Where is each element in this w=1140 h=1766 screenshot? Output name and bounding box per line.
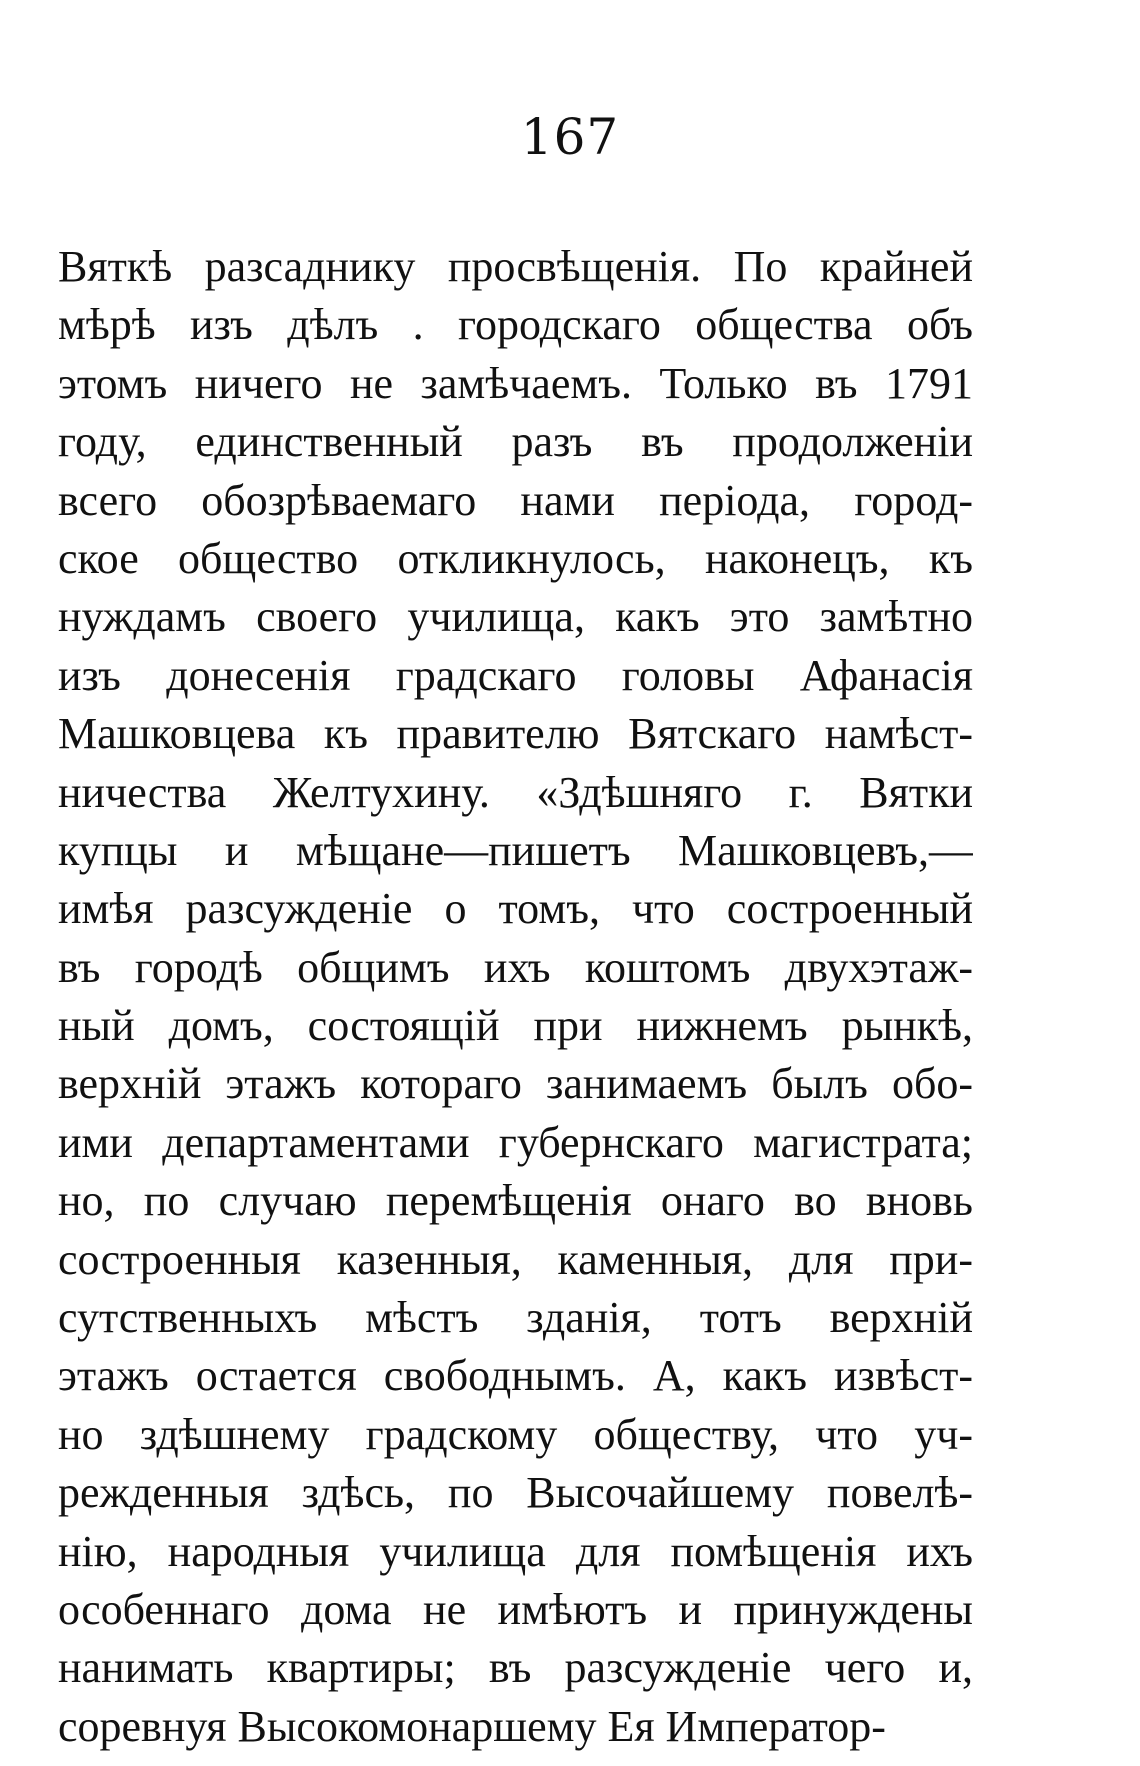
text-line: ими департаментами губернскаго магистрата; [58, 1117, 973, 1167]
text-line: году, единственный разъ въ продолженіи [58, 417, 973, 467]
text-line: состроенныя казенныя, каменныя, для при- [58, 1234, 973, 1284]
text-line: нію, народныя училища для помѣщенія ихъ [58, 1526, 973, 1576]
text-line: нуждамъ своего училища, какъ это замѣтно [58, 592, 973, 642]
text-line: ничества Желтухину. «Здѣшняго г. Вятки [58, 767, 973, 817]
body-text [58, 238, 973, 1756]
text-line: Машковцева къ правителю Вятскаго намѣст- [58, 709, 973, 759]
text-line: особеннаго дома не имѣютъ и принуждены [58, 1584, 973, 1634]
text-line: въ городѣ общимъ ихъ коштомъ двухэтаж- [58, 942, 973, 992]
text-line: нанимать квартиры; въ разсужденіе чего и, [58, 1643, 973, 1693]
text-line: купцы и мѣщане—пишетъ Машковцевъ,— [58, 825, 973, 875]
page-number: 167 [520, 108, 620, 166]
text-line: Вяткѣ разсаднику просвѣщенія. По крайней [58, 242, 973, 291]
text-line: имѣя разсужденіе о томъ, что состроенный [58, 884, 973, 934]
text-line: но, по случаю перемѣщенія онаго во вновь [58, 1176, 973, 1226]
text-line: режденныя здѣсь, по Высочайшему повелѣ- [58, 1468, 973, 1518]
text-line: соревнуя Высокомонаршему Ея Император- [58, 1701, 886, 1751]
text-line: сутственныхъ мѣстъ зданія, тотъ верхній [58, 1293, 973, 1343]
text-line: мѣрѣ изъ дѣлъ . городскаго общества объ [58, 300, 973, 350]
text-line: верхній этажъ котораго занимаемъ былъ обо- [58, 1059, 973, 1109]
text-line: ское общество откликнулось, наконецъ, къ [58, 533, 973, 583]
text-line: ный домъ, состоящій при нижнемъ рынкѣ, [58, 1001, 973, 1051]
text-line: изъ донесенія градскаго головы Афанасія [58, 650, 973, 700]
text-line: но здѣшнему градскому обществу, что уч- [58, 1409, 973, 1459]
text-line: этажъ остается свободнымъ. А, какъ извѣст- [58, 1351, 973, 1401]
text-line: этомъ ничего не замѣчаемъ. Только въ 1791 [58, 358, 973, 408]
text-line: всего обозрѣваемаго нами періода, город- [58, 475, 973, 525]
